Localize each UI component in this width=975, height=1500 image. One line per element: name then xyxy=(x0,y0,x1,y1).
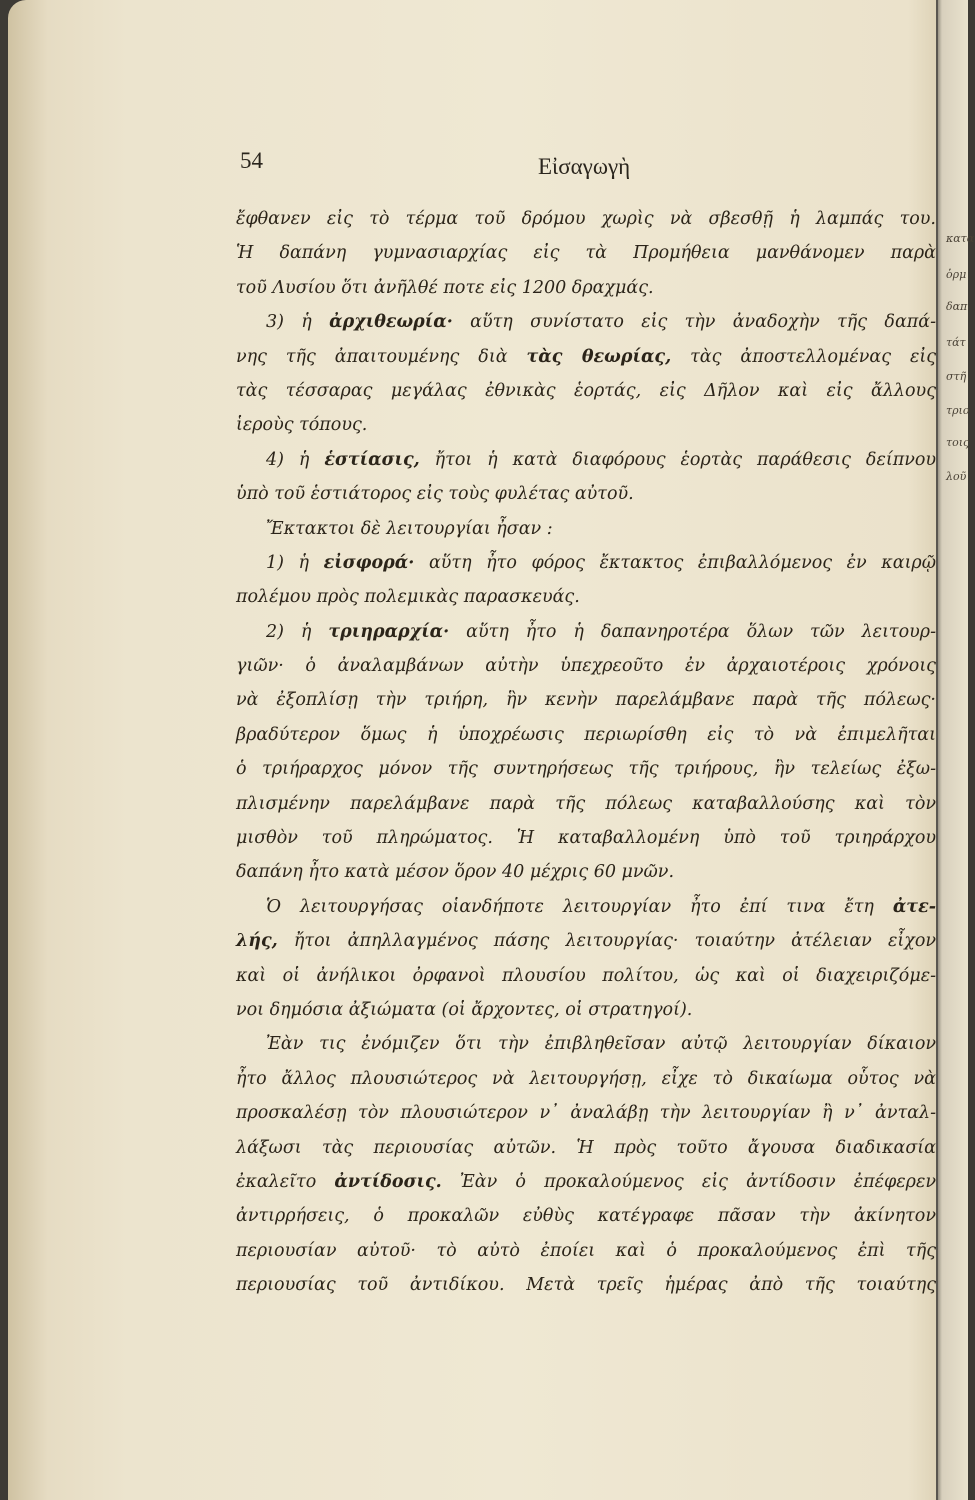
text-line xyxy=(236,924,936,958)
text-line xyxy=(236,821,936,855)
line-text: τοῦ Λυσίου ὅτι ἀνῆλθέ ποτε εἰς 1200 δραχμάς. xyxy=(236,277,654,298)
line-text: αὕτη ἦτο φόρος ἔκτακτος ἐπιβαλλόμενος ἐν καιρῷ xyxy=(414,552,936,573)
line-text: δαπάνη ἦτο κατὰ μέσον ὅρον 40 μέχρις 60 μνῶν. xyxy=(236,862,675,883)
text-line xyxy=(236,683,936,717)
line-text: βραδύτερον ὅμως ἡ ὑποχρέωσις περιωρίσθη εἰς τὸ νὰ ἐπιμελῆται xyxy=(236,724,936,745)
text-line xyxy=(236,374,936,408)
line-text: μισθὸν τοῦ πληρώματος. Ἡ καταβαλλομένη ὑπὸ τοῦ τριηράρχου xyxy=(236,828,936,849)
text-line xyxy=(236,512,936,546)
line-text: περιουσίας τοῦ ἀντιδίκου. Μετὰ τρεῖς ἡμέρας ἀπὸ τῆς τοιαύτης xyxy=(236,1275,936,1296)
text-line xyxy=(236,1268,936,1302)
edge-fragment: ὁρμ xyxy=(946,268,967,281)
text-line xyxy=(236,1062,936,1096)
edge-fragment: στῆ xyxy=(946,370,967,383)
text-line xyxy=(236,202,936,236)
text-line xyxy=(236,993,936,1027)
edge-fragment: τοις xyxy=(946,436,970,449)
line-text: καὶ οἱ ἀνήλικοι ὀρφανοὶ πλουσίου πολίτου, ὡς καὶ οἱ διαχειριζόμε- xyxy=(236,965,936,986)
text-line xyxy=(236,580,936,614)
edge-fragment: λοῦ xyxy=(946,470,967,483)
bold-term: ἀρχιθεωρία· xyxy=(329,312,453,333)
line-text: αὕτη συνίστατο εἰς τὴν ἀναδοχὴν τῆς δαπά- xyxy=(452,312,936,333)
line-text: 1) ἡ xyxy=(266,552,324,573)
text-line xyxy=(236,1131,936,1165)
text-line xyxy=(236,615,936,649)
text-line xyxy=(236,1165,936,1199)
line-text: ἀντιρρήσεις, ὁ προκαλῶν εὐθὺς κατέγραφε πᾶσαν τὴν ἀκίνητον xyxy=(236,1206,936,1227)
line-text: Ἡ δαπάνη γυμνασιαρχίας εἰς τὰ Προμήθεια μανθάνομεν παρὰ xyxy=(236,243,936,264)
text-line xyxy=(236,1199,936,1233)
line-text: ἤτοι ἡ κατὰ διαφόρους ἑορτὰς παράθεσις δείπνου xyxy=(419,449,937,470)
line-text: περιουσίαν αὐτοῦ· τὸ αὐτὸ ἐποίει καὶ ὁ προκαλούμενος ἐπὶ τῆς xyxy=(236,1240,936,1261)
line-text: ἱεροὺς τόπους. xyxy=(236,415,368,436)
text-line xyxy=(236,477,936,511)
line-text: προσκαλέσῃ τὸν πλουσιώτερον ν᾽ ἀναλάβῃ τὴν λειτουργίαν ἢ ν᾽ ἀνταλ- xyxy=(236,1103,936,1124)
bold-term: τὰς θεωρίας, xyxy=(526,346,672,367)
line-text: νης τῆς ἀπαιτουμένης διὰ xyxy=(236,346,527,367)
line-text: γιῶν· ὁ ἀναλαμβάνων αὐτὴν ὑπεχρεοῦτο ἐν ἀρχαιοτέροις χρόνοις xyxy=(236,656,936,677)
bold-term: εἰσφορά· xyxy=(323,552,415,573)
bold-term: τριηραρχία· xyxy=(328,621,450,642)
text-line xyxy=(236,649,936,683)
line-text: νοι δημόσια ἀξιώματα (οἱ ἄρχοντες, οἱ στρατηγοί). xyxy=(236,999,693,1020)
line-text: τὰς ἀποστελλομένας εἰς xyxy=(671,346,937,367)
text-line xyxy=(236,787,936,821)
line-text: πλισμένην παρελάμβανε παρὰ τῆς πόλεως καταβαλλούσης καὶ τὸν xyxy=(236,793,936,814)
text-line xyxy=(236,408,936,442)
line-text: ἐκαλεῖτο xyxy=(236,1171,335,1192)
bold-term: λής, xyxy=(236,931,278,952)
line-text: λάξωσι τὰς περιουσίας αὐτῶν. Ἡ πρὸς τοῦτο ἄγουσα διαδικασία xyxy=(236,1137,936,1158)
edge-fragment: δαπ xyxy=(946,300,968,313)
text-line xyxy=(236,959,936,993)
line-text: ἦτο ἄλλος πλουσιώτερος νὰ λειτουργήσῃ, εἶχε τὸ δικαίωμα οὗτος νὰ xyxy=(236,1068,936,1089)
line-text: τὰς τέσσαρας μεγάλας ἐθνικὰς ἑορτάς, εἰς Δῆλον καὶ εἰς ἄλλους xyxy=(236,380,936,401)
line-text: πολέμου πρὸς πολεμικὰς παρασκευάς. xyxy=(236,587,580,608)
text-line xyxy=(236,340,936,374)
bold-term: ἑστίασις, xyxy=(324,449,420,470)
line-text: 2) ἡ xyxy=(266,621,329,642)
line-text: Ἐὰν ὁ προκαλούμενος εἰς ἀντίδοσιν ἐπέφερεν xyxy=(441,1171,936,1192)
line-text: ἤτοι ἀπηλλαγμένος πάσης λειτουργίας· τοιαύτην ἀτέλειαν εἶχον xyxy=(277,931,936,952)
text-line xyxy=(236,1096,936,1130)
line-text: 3) ἡ xyxy=(266,312,330,333)
text-line xyxy=(236,443,936,477)
bold-term: ἀτε- xyxy=(892,896,936,917)
text-line xyxy=(236,855,936,889)
edge-fragment: τάτ xyxy=(946,336,966,349)
text-line xyxy=(236,271,936,305)
line-text: Ἐὰν τις ἐνόμιζεν ὅτι τὴν ἐπιβληθεῖσαν αὐτῷ λειτουργίαν δίκαιον xyxy=(266,1034,936,1055)
text-line xyxy=(236,1027,936,1061)
line-text: ὑπὸ τοῦ ἑστιάτορος εἰς τοὺς φυλέτας αὐτοῦ. xyxy=(236,484,634,505)
page-header xyxy=(8,148,968,188)
running-head: Εἰσαγωγὴ xyxy=(538,154,631,179)
text-line xyxy=(236,546,936,580)
edge-fragment: τριο xyxy=(946,404,970,417)
text-line xyxy=(236,718,936,752)
next-page-edge xyxy=(936,0,975,1500)
line-text: αὕτη ἦτο ἡ δαπανηροτέρα ὅλων τῶν λειτουρ- xyxy=(449,621,936,642)
text-line xyxy=(236,890,936,924)
edge-fragment: κατα xyxy=(946,232,975,245)
line-text: 4) ἡ xyxy=(266,449,325,470)
page-number: 54 xyxy=(240,148,263,173)
text-line xyxy=(236,752,936,786)
line-text: ὁ τριήραρχος μόνον τῆς συντηρήσεως τῆς τριήρους, ἣν τελείως ἐξω- xyxy=(236,759,936,780)
line-text: νὰ ἐξοπλίσῃ τὴν τριήρη, ἣν κενὴν παρελάμβανε παρὰ τῆς πόλεως· xyxy=(236,690,936,711)
line-text: ἔφθανεν εἰς τὸ τέρμα τοῦ δρόμου χωρὶς νὰ σβεσθῇ ἡ λαμπάς του. xyxy=(236,209,936,229)
text-line xyxy=(236,1234,936,1268)
bold-term: ἀντίδοσις. xyxy=(334,1171,442,1192)
text-line xyxy=(236,305,936,339)
body-text xyxy=(236,202,936,1303)
book-page xyxy=(8,0,975,1500)
text-line xyxy=(236,236,936,270)
line-text: Ἔκτακτοι δὲ λειτουργίαι ἦσαν : xyxy=(266,518,553,539)
line-text: Ὁ λειτουργήσας οἱανδήποτε λειτουργίαν ἦτο ἐπί τινα ἔτη xyxy=(266,896,893,917)
